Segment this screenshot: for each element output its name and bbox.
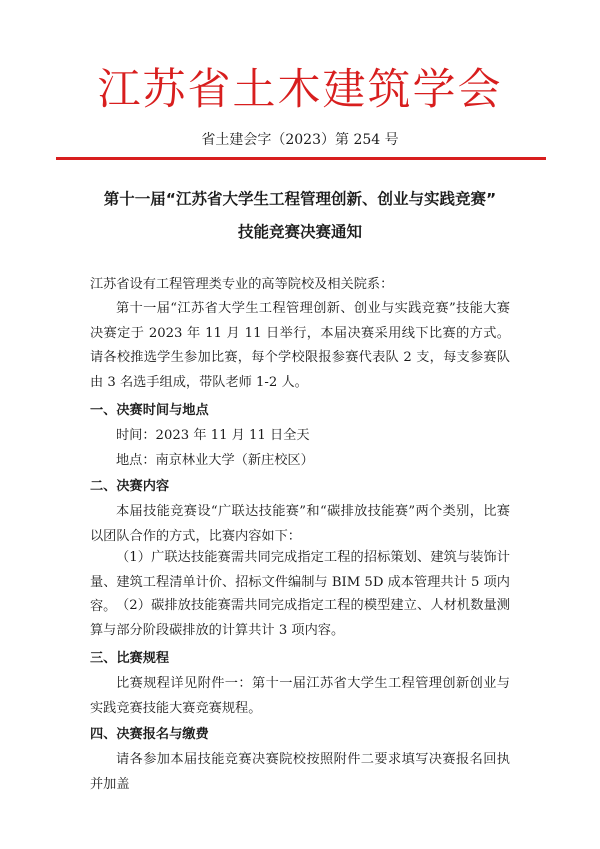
- salutation: 江苏省设有工程管理类专业的高等院校及相关院系：: [90, 277, 394, 292]
- section-1-heading: 一、决赛时间与地点: [90, 403, 209, 418]
- org-letterhead-title: 江苏省土木建筑学会: [97, 65, 503, 115]
- letterhead-red-rule: [56, 157, 546, 160]
- section-3-heading: 三、比赛规程: [90, 651, 170, 666]
- section-2-paragraph-2: （1）广联达技能赛需共同完成指定工程的招标策划、建筑与装饰计量、建筑工程清单计价、招标文件编制与 BIM 5D 成本管理共计 5 项内容。: [90, 550, 510, 614]
- section-2-paragraph-3: （2）碳排放技能赛需共同完成指定工程的模型建立、人材机数量测算与部分阶段碳排放的计算共计 3 项内容。: [90, 598, 510, 638]
- event-place: 地点：南京林业大学（新庄校区）: [116, 453, 314, 468]
- intro-paragraph: 第十一届“江苏省大学生工程管理创新、创业与实践竞赛”技能大赛决赛定于 2023 年 11 月 11 日举行，本届决赛采用线下比赛的方式。 请各校推选学生参加比赛，每个学校限报参赛代表队 2 支，每支参赛队由 3 名选手组成，带队老师 1-2 人。: [90, 301, 510, 390]
- section-2-paragraph-1: 本届技能竞赛设“广联达技能赛”和“碳排放技能赛”两个类别，比赛以团队合作的方式，比赛内容如下：: [90, 504, 510, 544]
- section-3-paragraph: 比赛规程详见附件一：第十一届江苏省大学生工程管理创新创业与实践竞赛技能大赛竞赛规程。: [90, 676, 510, 716]
- event-time: 时间：2023 年 11 月 11 日全天: [116, 428, 310, 443]
- notice-title-line-2: 技能竞赛决赛通知: [237, 223, 362, 241]
- notice-title-line-1: 第十一届“江苏省大学生工程管理创新、创业与实践竞赛”: [103, 190, 497, 208]
- section-4-paragraph: 请各参加本届技能竞赛决赛院校按照附件二要求填写决赛报名回执并加盖: [90, 752, 510, 792]
- section-2-heading: 二、决赛内容: [90, 479, 170, 494]
- document-number: 省土建会字（2023）第 254 号: [201, 132, 399, 148]
- section-4-heading: 四、决赛报名与缴费: [90, 727, 209, 742]
